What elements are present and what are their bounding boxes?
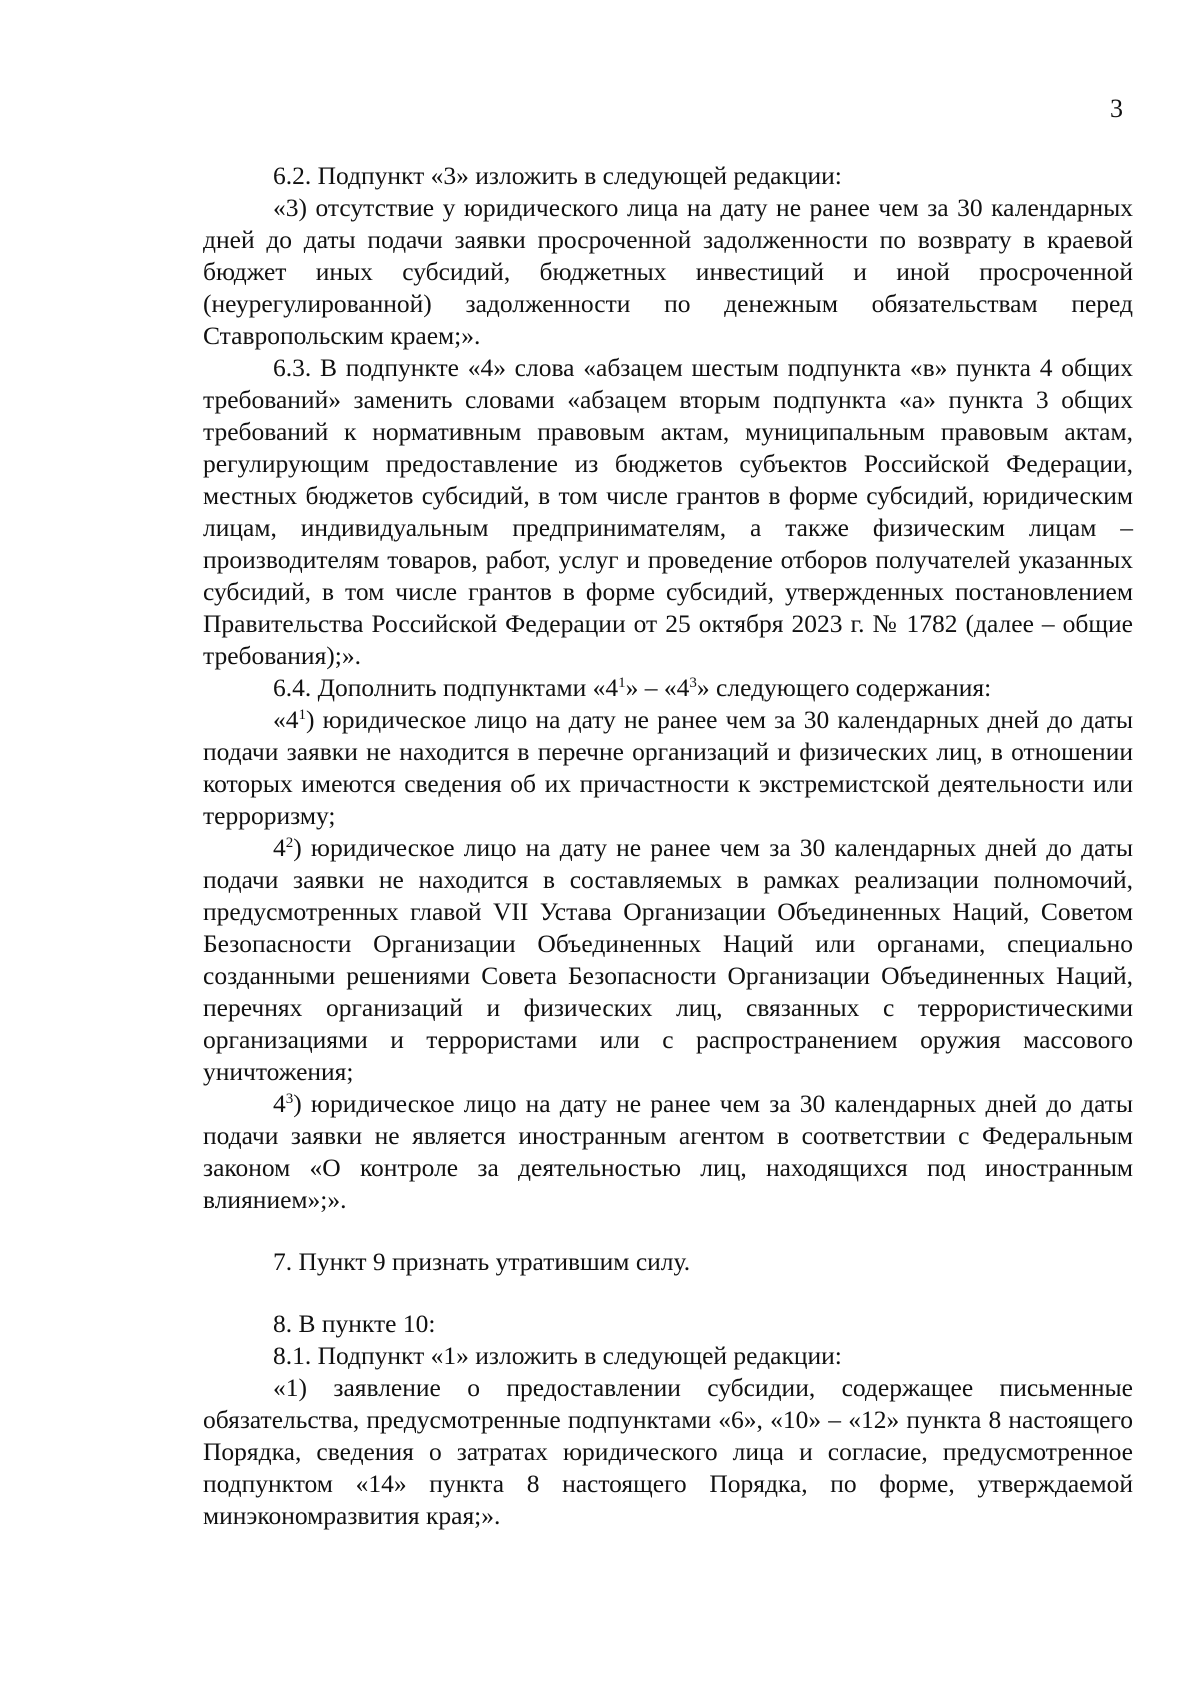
paragraph-6-4 <box>203 672 1133 704</box>
document-body <box>203 160 1133 1532</box>
superscript: 1 <box>618 675 626 691</box>
paragraph-8-1: 8.1. Подпункт «1» изложить в следующей редакции: <box>273 1341 842 1370</box>
paragraph-7: 7. Пункт 9 признать утратившим силу. <box>273 1247 691 1276</box>
paragraph-8-1-text: «1) заявление о предоставлении субсидии, содержащее письменные обязательства, предусмотренные подпунктами «6», «10» – «12» пункта 8 настоящего Порядка, сведения о затратах юридического лица и согласие, предусмотренное подпунктом «14» пункта 8 настоящего Порядка, по форме, утверждаемой минэкономразвития края;». <box>203 1373 1133 1530</box>
superscript: 1 <box>298 707 306 723</box>
subparagraph-4-3-prefix: 4 <box>273 1089 286 1118</box>
subparagraph-4-1-text: ) юридическое лицо на дату не ранее чем за 30 календарных дней до даты подачи заявки не находится в перечне организаций и физических лиц, в отношении которых имеются сведения об их причастности к экстремистской деятельности или терроризму; <box>203 705 1133 830</box>
superscript: 3 <box>285 1091 294 1107</box>
paragraph-6-2: 6.2. Подпункт «3» изложить в следующей редакции: <box>273 161 842 190</box>
paragraph-6-3: 6.3. В подпункте «4» слова «абзацем шестым подпункта «в» пункта 4 общих требований» заменить словами «абзацем вторым подпункта «а» пункта 3 общих требований к нормативным правовым актам, муниципальным правовым актам, регулирующим предоставление из бюджетов субъектов Российской Федерации, местных бюджетов субсидий, в том числе грантов в форме субсидий, юридическим лицам, индивидуальным предпринимателям, а также физическим лицам – производителям товаров, работ, услуг и проведение отборов получателей указанных субсидий, в том числе грантов в форме субсидий, утвержденных постановлением Правительства Российской Федерации от 25 октября 2023 г. № 1782 (далее – общие требования);». <box>203 353 1133 670</box>
subparagraph-4-1 <box>203 704 1133 832</box>
subparagraph-4-2 <box>203 832 1133 1088</box>
subparagraph-4-3-text: ) юридическое лицо на дату не ранее чем за 30 календарных дней до даты подачи заявки не является иностранным агентом в соответствии с Федеральным законом «О контроле за деятельностью лиц, находящихся под иностранным влиянием»;». <box>203 1089 1133 1214</box>
subparagraph-4-3 <box>203 1088 1133 1216</box>
subparagraph-4-2-prefix: 4 <box>273 833 286 862</box>
superscript: 3 <box>689 675 697 691</box>
paragraph-6-4-part-b: » – «4 <box>625 673 690 702</box>
paragraph-6-2-text: «3) отсутствие у юридического лица на дату не ранее чем за 30 календарных дней до даты подачи заявки просроченной задолженности по возврату в краевой бюджет иных субсидий, бюджетных инвестиций и иной просроченной (неурегулированной) задолженности по денежным обязательствам перед Ставропольским краем;». <box>203 193 1133 350</box>
paragraph-6-4-part-c: » следующего содержания: <box>696 673 992 702</box>
subparagraph-4-1-prefix: «4 <box>273 705 299 734</box>
paragraph-6-4-part-a: 6.4. Дополнить подпунктами «4 <box>273 673 619 702</box>
superscript: 2 <box>285 835 294 851</box>
paragraph-8: 8. В пункте 10: <box>273 1309 436 1338</box>
page-number: 3 <box>1110 94 1123 123</box>
subparagraph-4-2-text: ) юридическое лицо на дату не ранее чем за 30 календарных дней до даты подачи заявки не находится в составляемых в рамках реализации полномочий, предусмотренных главой VII Устава Организации Объединенных Наций, Советом Безопасности Организации Объединенных Наций или органами, специально созданными решениями Совета Безопасности Организации Объединенных Наций, перечнях организаций и физических лиц, связанных с террористическими организациями и террористами или с распространением оружия массового уничтожения; <box>203 833 1133 1086</box>
